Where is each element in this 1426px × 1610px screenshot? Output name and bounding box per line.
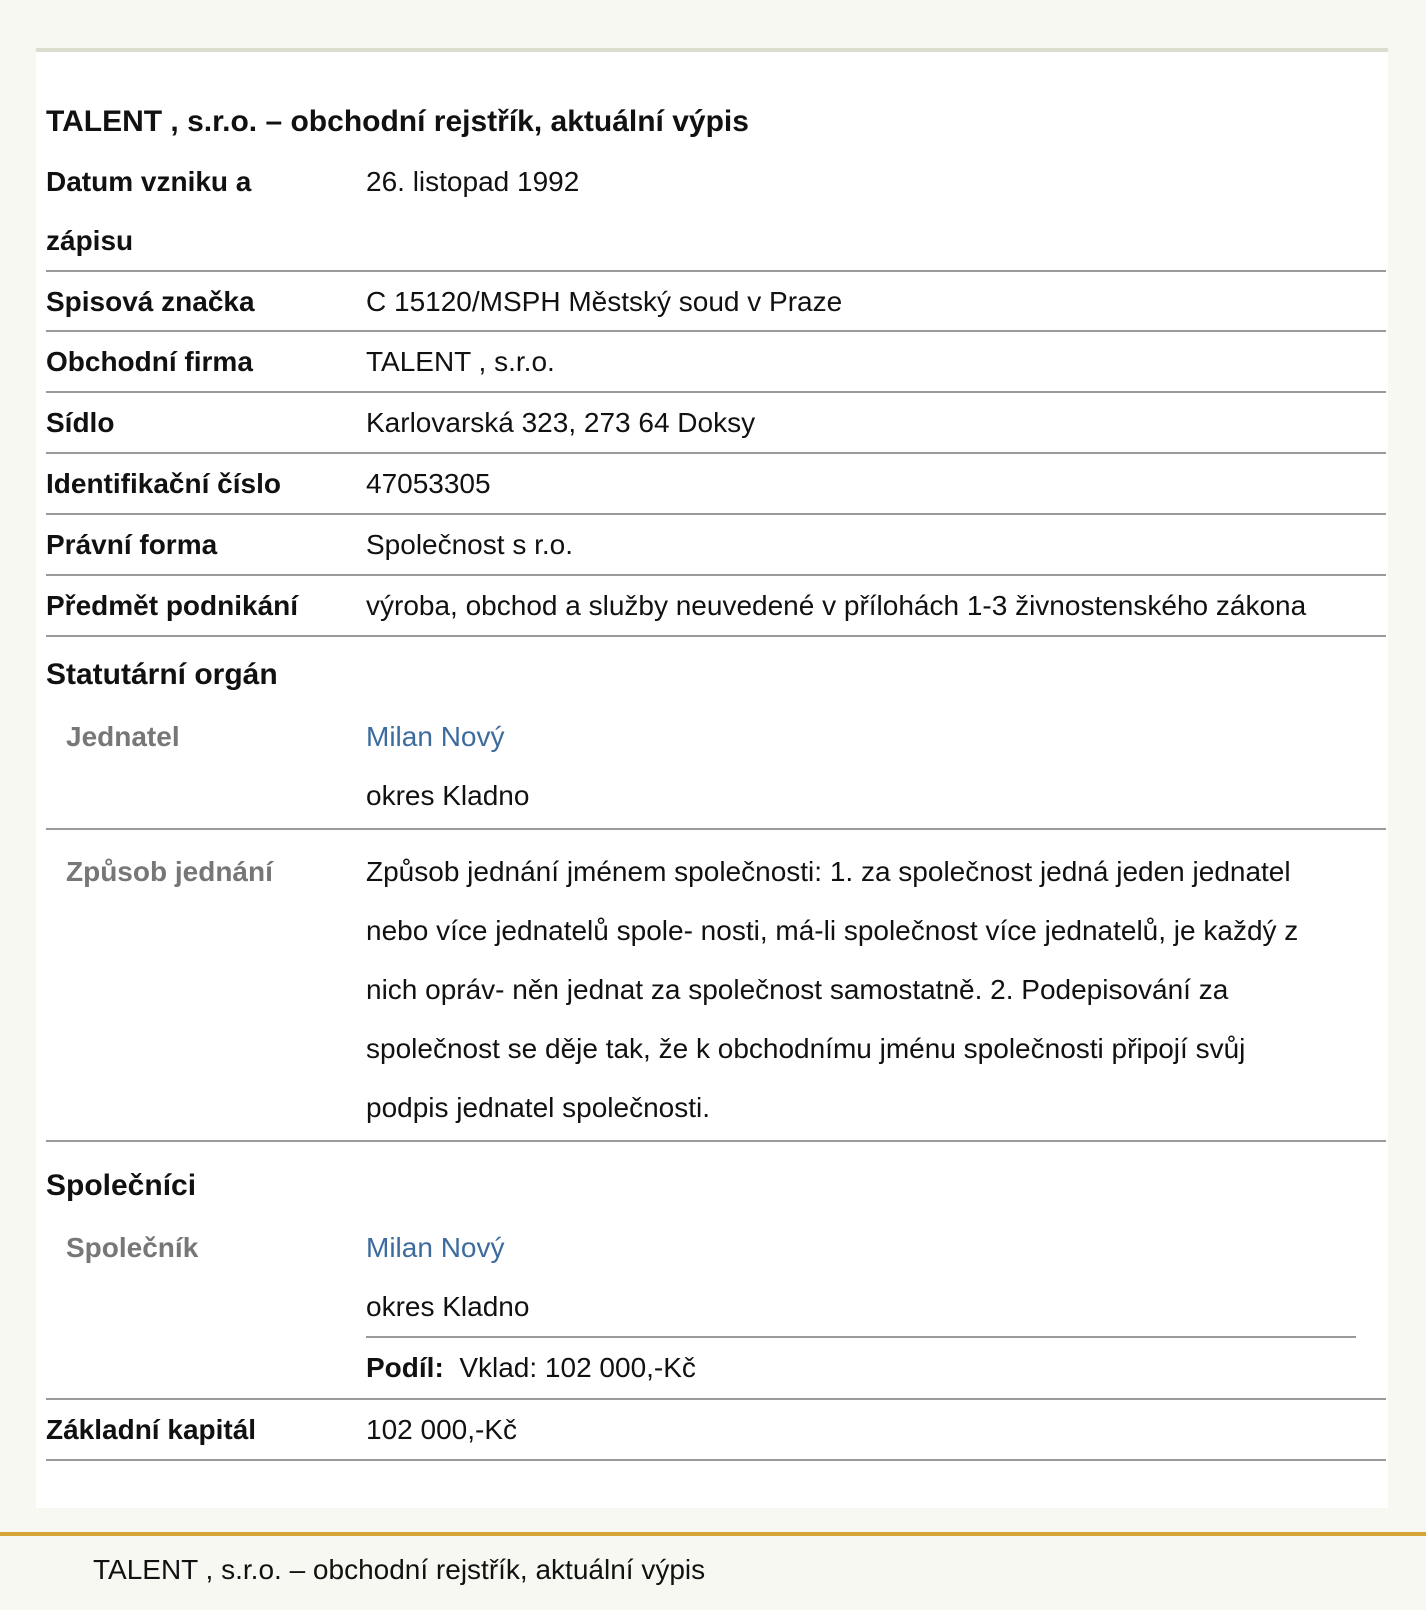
jednatel-name-cell xyxy=(366,707,1386,767)
spolecnik-name-link[interactable]: Milan Nový xyxy=(366,1232,505,1263)
value-zpusob-line-4: společnost se děje tak, že k obchodnímu jménu společnosti připojí svůj xyxy=(366,1033,1246,1064)
value-forma: Společnost s r.o. xyxy=(366,529,574,560)
row-zpusob-jednani xyxy=(46,838,1386,1142)
footer-bar xyxy=(0,1532,1426,1610)
label-predmet: Předmět podnikání xyxy=(46,590,299,621)
heading-statutarni-organ: Statutární orgán xyxy=(46,658,278,691)
value-sidlo: Karlovarská 323, 273 64 Doksy xyxy=(366,407,756,438)
row-zakladni-kapital xyxy=(46,1400,1386,1461)
row-spolecnik xyxy=(46,1218,1386,1400)
footer-title: TALENT , s.r.o. – obchodní rejstřík, aktuální výpis xyxy=(93,1554,706,1585)
row-jednatel xyxy=(46,707,1386,830)
value-ico: 47053305 xyxy=(366,468,491,499)
podil-value: Vklad: 102 000,-Kč xyxy=(459,1352,696,1383)
value-spis: C 15120/MSPH Městský soud v Praze xyxy=(366,286,843,317)
label-forma: Právní forma xyxy=(46,529,218,560)
label-firma: Obchodní firma xyxy=(46,346,253,377)
label-datum-line2: zápisu xyxy=(46,225,134,256)
label-spis: Spisová značka xyxy=(46,286,255,317)
value-zpusob-line-5: podpis jednatel společnosti. xyxy=(366,1092,711,1123)
podil-label: Podíl: xyxy=(366,1352,444,1383)
label-kapital: Základní kapitál xyxy=(46,1414,257,1445)
value-zpusob-line-2: nebo více jednatelů spole- nosti, má-li společnost více jednatelů, je každý z xyxy=(366,915,1299,946)
value-zpusob-line-1: Způsob jednání jménem společnosti: 1. za společnost jedná jeden jednatel xyxy=(366,856,1291,887)
row-predmet-podnikani xyxy=(46,576,1386,637)
row-sidlo xyxy=(46,393,1386,454)
label-datum-line1: Datum vzniku a xyxy=(46,166,252,197)
value-datum: 26. listopad 1992 xyxy=(366,166,580,197)
label-jednatel: Jednatel xyxy=(66,721,180,752)
value-jednatel-okres: okres Kladno xyxy=(366,780,530,811)
page-title: TALENT , s.r.o. – obchodní rejstřík, aktuální výpis xyxy=(46,105,749,138)
row-pravni-forma xyxy=(46,515,1386,576)
register-extract-card xyxy=(36,48,1388,1508)
value-firma: TALENT , s.r.o. xyxy=(366,346,555,377)
value-predmet: výroba, obchod a služby neuvedené v přílohách 1-3 živnostenského zákona xyxy=(366,590,1307,621)
value-zpusob-line-3: nich opráv- něn jednat za společnost samostatně. 2. Podepisování za xyxy=(366,974,1229,1005)
label-ico: Identifikační číslo xyxy=(46,468,281,499)
value-kapital: 102 000,-Kč xyxy=(366,1414,517,1445)
spolecnik-name-cell xyxy=(366,1218,1386,1278)
row-obchodni-firma xyxy=(46,332,1386,393)
jednatel-name-link[interactable]: Milan Nový xyxy=(366,721,505,752)
label-sidlo: Sídlo xyxy=(46,407,115,438)
value-spolecnik-okres: okres Kladno xyxy=(366,1291,530,1322)
row-datum-vzniku xyxy=(46,152,1386,272)
row-spisova-znacka xyxy=(46,272,1386,332)
label-zpusob-jednani: Způsob jednání xyxy=(66,856,273,887)
heading-spolecnici: Společníci xyxy=(46,1169,197,1202)
label-spolecnik: Společník xyxy=(66,1232,199,1263)
podil-cell xyxy=(366,1338,1386,1398)
row-ico xyxy=(46,454,1386,515)
